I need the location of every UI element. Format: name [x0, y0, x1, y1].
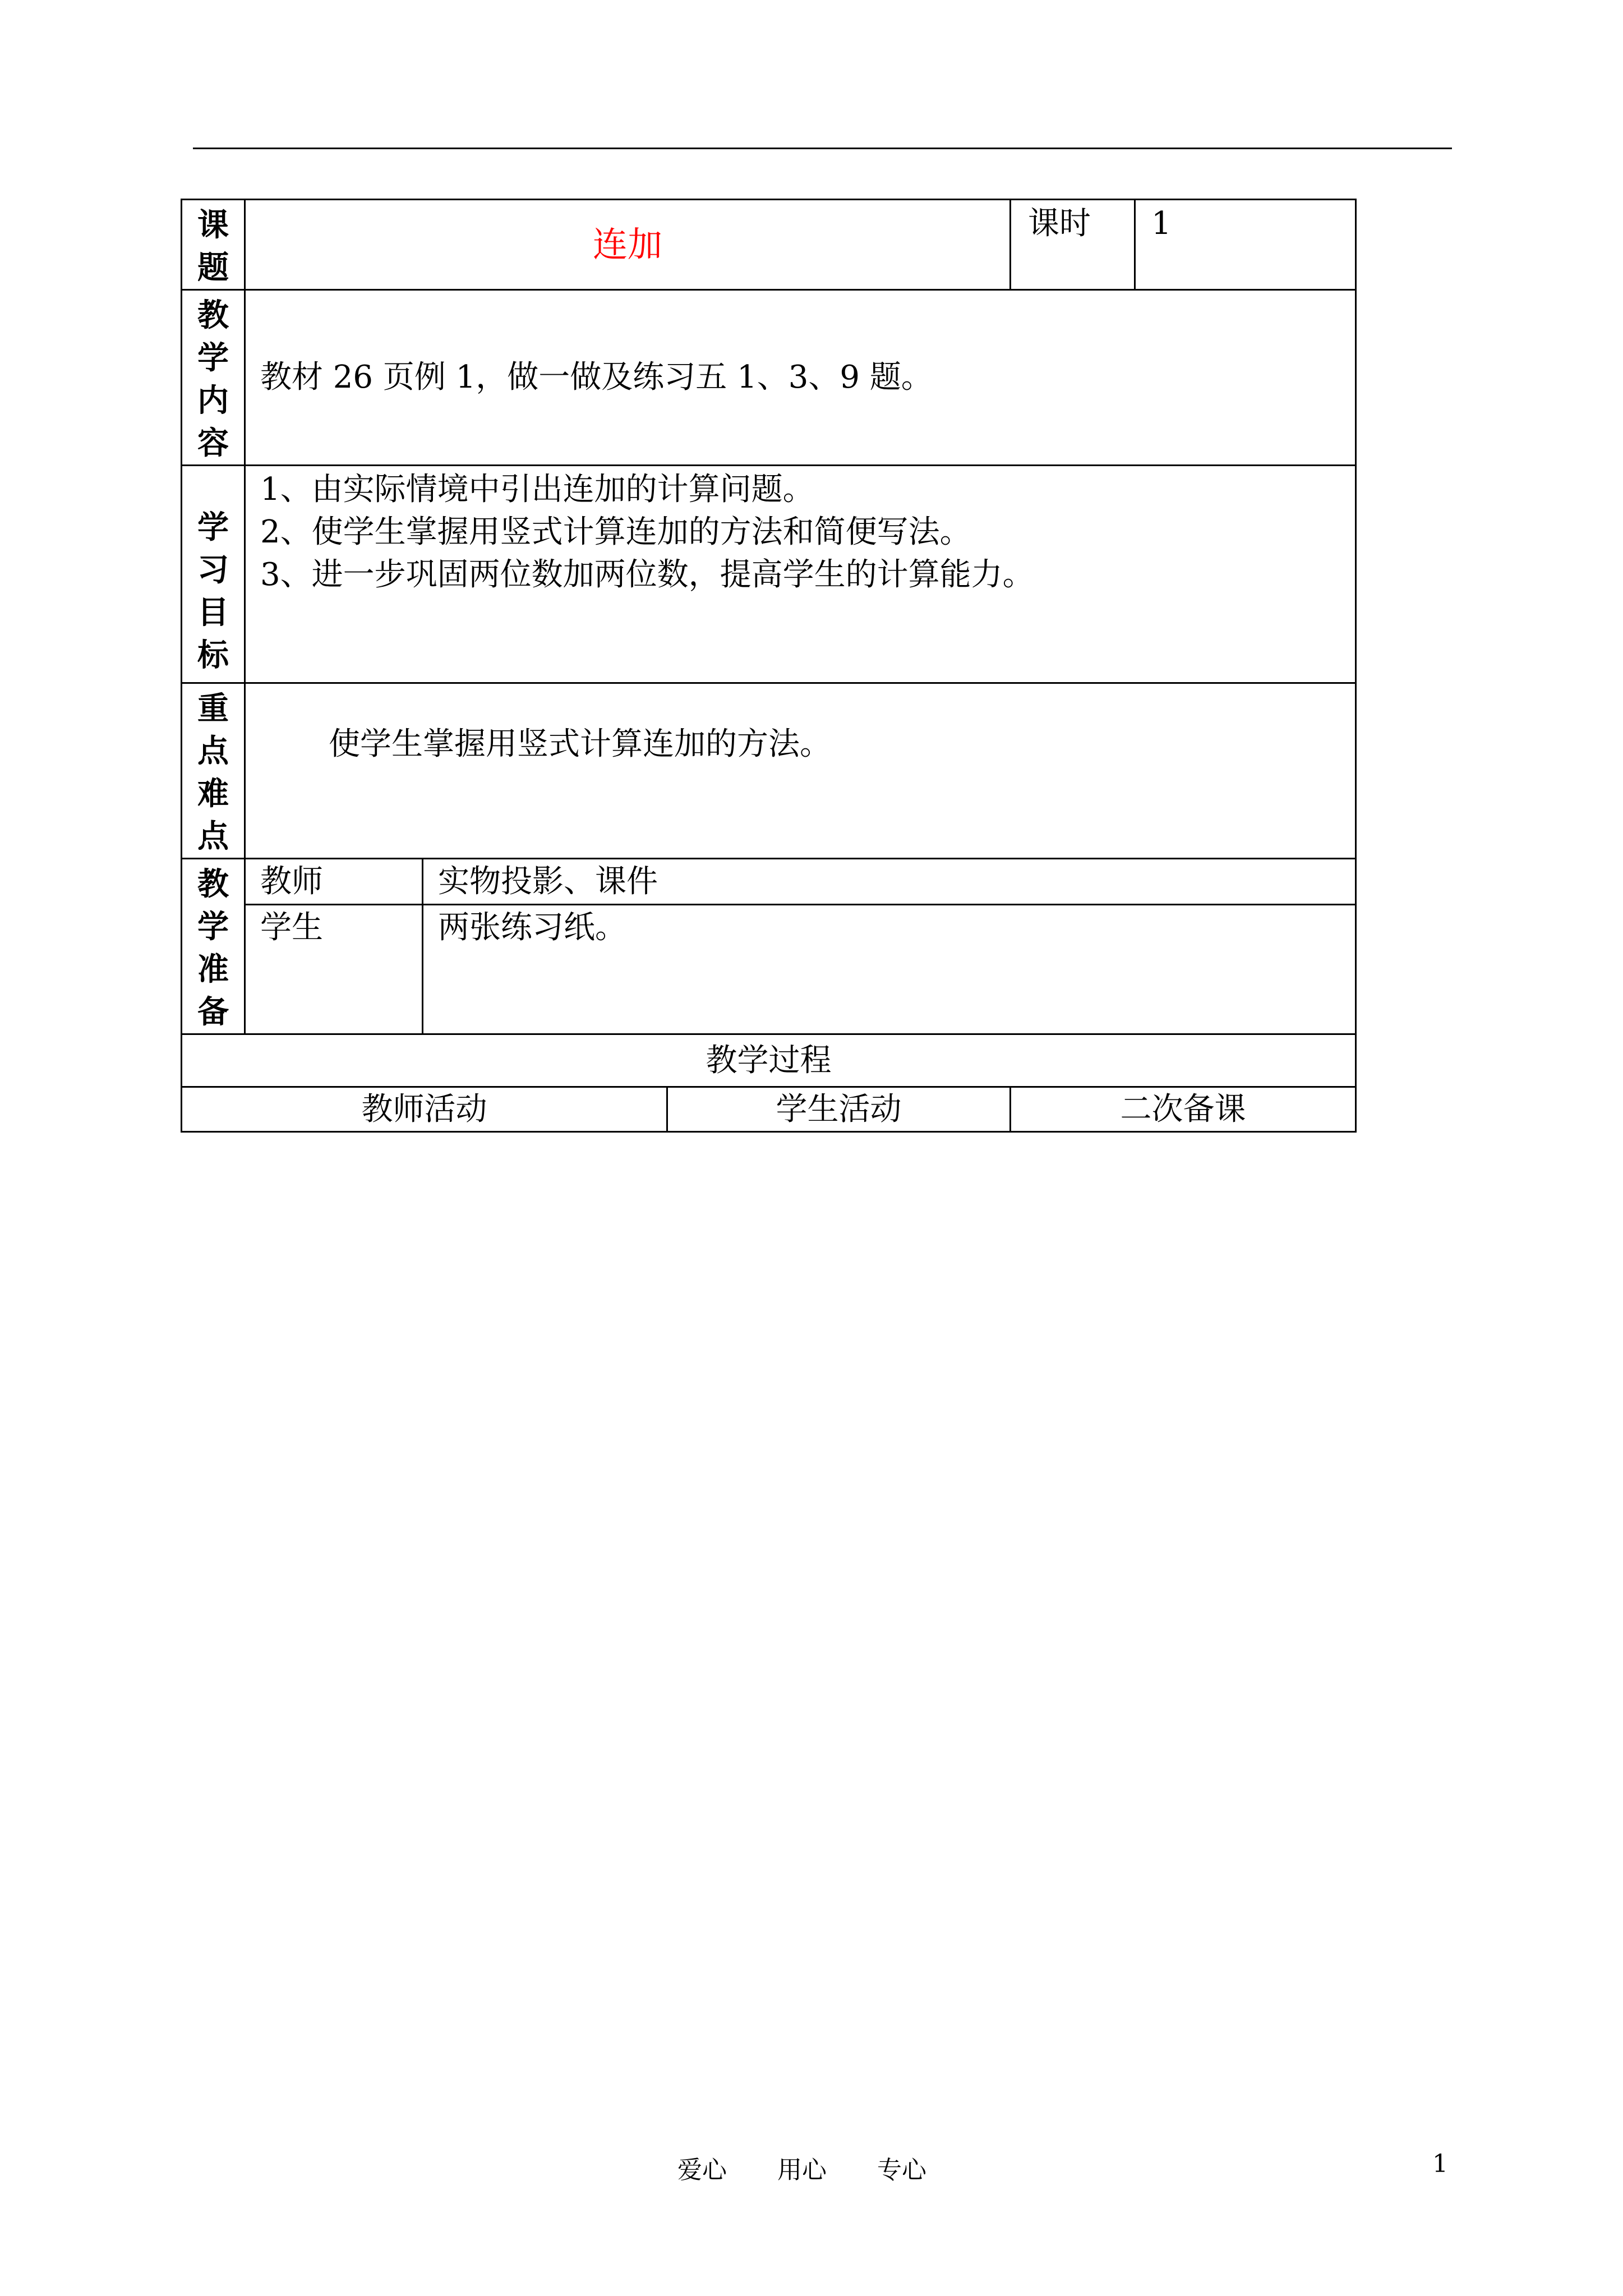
prep-items-student: 两张练习纸。 — [423, 905, 1356, 1034]
goals-label: 学 习 目 标 — [182, 466, 245, 683]
goal-item: 3、进一步巩固两位数加两位数，提高学生的计算能力。 — [260, 556, 1034, 593]
motto-item: 专心 — [877, 2156, 926, 2184]
column-student-activity: 学生活动 — [667, 1087, 1011, 1132]
lesson-plan-table — [181, 199, 1357, 1133]
content-row — [182, 290, 1356, 466]
activity-columns-row — [182, 1087, 1356, 1132]
motto-item: 爱心 — [677, 2156, 727, 2184]
content-label: 教 学 内 容 — [182, 290, 245, 466]
title-label: 课 题 — [182, 200, 245, 290]
prep-items-teacher: 实物投影、课件 — [423, 859, 1356, 905]
footer-motto — [677, 2150, 977, 2185]
column-teacher-activity: 教师活动 — [182, 1087, 667, 1132]
process-heading-row — [182, 1034, 1356, 1087]
prep-role-teacher: 教师 — [245, 859, 423, 905]
goal-item: 2、使学生掌握用竖式计算连加的方法和简便写法。 — [260, 514, 971, 550]
header-rule — [193, 148, 1452, 149]
process-heading: 教学过程 — [182, 1034, 1356, 1087]
goal-item: 1、由实际情境中引出连加的计算问题。 — [260, 471, 814, 508]
focus-row — [182, 683, 1356, 859]
periods-value: 1 — [1135, 200, 1356, 290]
learning-goals — [245, 466, 1356, 683]
title-row — [182, 200, 1356, 290]
teaching-content: 教材 26 页例 1，做一做及练习五 1、3、9 题。 — [245, 290, 1356, 466]
focus-label: 重 点 难 点 — [182, 683, 245, 859]
prep-student-row — [182, 905, 1356, 1034]
column-second-prep: 二次备课 — [1011, 1087, 1356, 1132]
prep-teacher-row — [182, 859, 1356, 905]
page-number: 1 — [1432, 2150, 1448, 2178]
periods-label: 课时 — [1011, 200, 1135, 290]
prep-role-student: 学生 — [245, 905, 423, 1034]
lesson-title: 连加 — [245, 200, 1011, 290]
prep-label: 教 学 准 备 — [182, 859, 245, 1034]
motto-item: 用心 — [777, 2156, 827, 2184]
key-difficulty: 使学生掌握用竖式计算连加的方法。 — [245, 683, 1356, 859]
goals-row — [182, 466, 1356, 683]
